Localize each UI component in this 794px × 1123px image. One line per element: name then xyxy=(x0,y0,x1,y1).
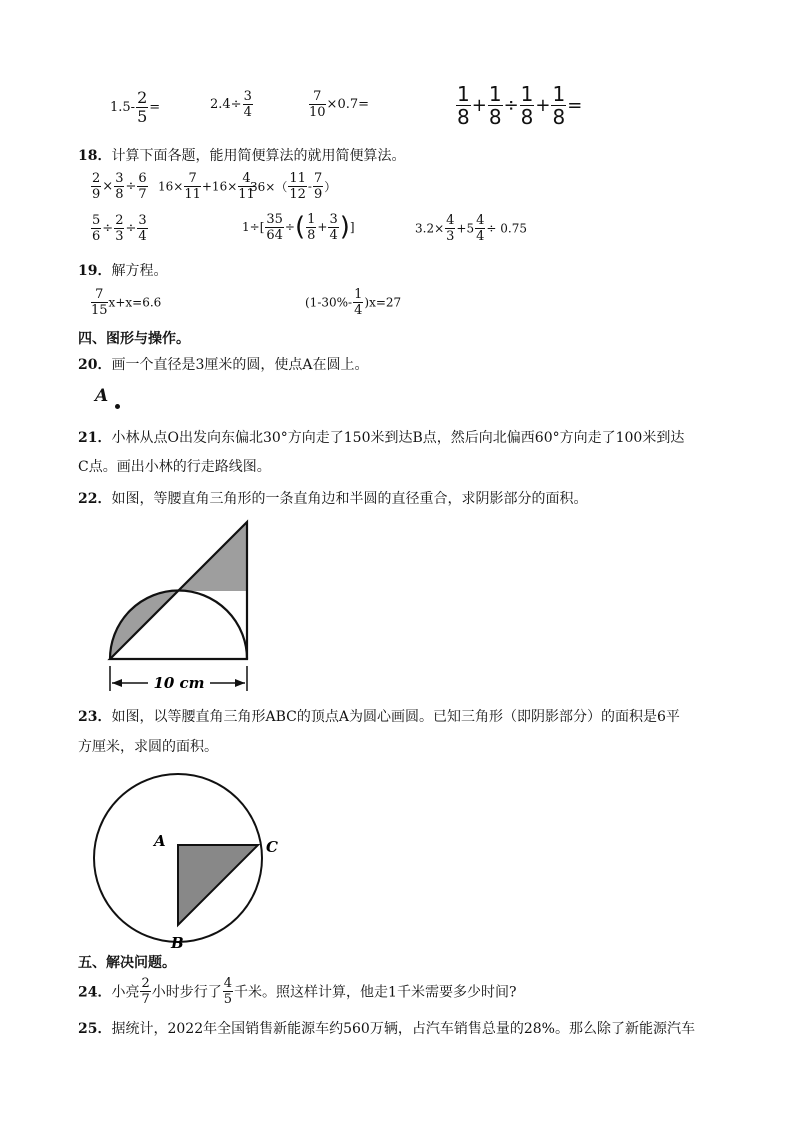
q17-expr-1: 1.5- $\frac{2}{5}$ = xyxy=(110,88,161,126)
q22-dimension-label: 10 cm xyxy=(153,674,205,692)
q21-line-1: 21．小林从点O出发向东偏北30°方向走了150米到达B点，然后向北偏西60°方向走了100米到达 xyxy=(78,430,685,446)
q19-equation-2: (1-30%- $\frac{1}{4}$ )x=27 xyxy=(305,287,402,318)
q19-prompt: 19．解方程。 xyxy=(78,263,168,279)
label-a: A xyxy=(154,832,166,850)
q21-line-2: C点。画出小林的行走路线图。 xyxy=(78,459,271,475)
q18-expr-6: 3.2× $\frac{4}{3}$ +5 $\frac{4}{4}$ ÷ 0.75 xyxy=(415,213,527,244)
q22-figure xyxy=(100,515,260,695)
q18-expr-2: 16× $\frac{7}{11}$ +16× $\frac{4}{11}$ xyxy=(158,171,255,202)
q17-expr-2: 2.4÷ $\frac{3}{4}$ xyxy=(210,89,252,120)
label-b: B xyxy=(171,934,184,952)
q18-expr-5: 1÷[ $\frac{35}{64}$ ÷( $\frac{1}{8}$ + $\frac{3}{4}$ )] xyxy=(242,211,355,243)
q18-expr-4: $\frac{5}{6}$ ÷ $\frac{2}{3}$ ÷ $\frac{3}{4}$ xyxy=(92,213,147,244)
q19-equation-1: $\frac{7}{15}$ x+x=6.6 xyxy=(91,287,162,318)
q23-line-2: 方厘米，求圆的面积。 xyxy=(78,739,218,755)
q24-prompt: 24．小亮 $\frac{2}{7}$ 小时步行了 $\frac{4}{5}$ 千米。照这样计算，他走1千米需要多少时间? xyxy=(78,976,517,1007)
section-4-title: 四、图形与操作。 xyxy=(78,331,190,347)
q22-prompt: 22．如图，等腰直角三角形的一条直角边和半圆的直径重合，求阴影部分的面积。 xyxy=(78,491,588,507)
q18-prompt: 18．计算下面各题，能用简便算法的就用简便算法。 xyxy=(78,148,406,164)
q18-expr-1: $\frac{2}{9}$ × $\frac{3}{8}$ ÷ $\frac{6}{7}$ xyxy=(92,171,147,202)
section-5-title: 五、解决问题。 xyxy=(78,955,176,971)
q20-prompt: 20．画一个直径是3厘米的圆，使点A在圆上。 xyxy=(78,357,369,373)
q17-expr-4: $\frac{1}{8}$ + $\frac{1}{8}$ ÷ $\frac{1}{8}$ + $\frac{1}{8}$ = xyxy=(457,82,583,129)
q23-line-1: 23．如图，以等腰直角三角形ABC的顶点A为圆心画圆。已知三角形（即阴影部分）的面积是6平 xyxy=(78,709,680,725)
q17-expr-3: $\frac{7}{10}$ ×0.7= xyxy=(309,89,370,120)
q18-expr-3: 36×（ $\frac{11}{12}$ - $\frac{7}{9}$ ） xyxy=(250,171,337,202)
point-a-dot xyxy=(115,404,120,409)
q23-shaded-triangle xyxy=(178,845,258,925)
label-c: C xyxy=(266,838,278,856)
point-a-label: A xyxy=(95,386,109,406)
q23-figure xyxy=(90,765,290,953)
q25-prompt: 25．据统计，2022年全国销售新能源车约560万辆，占汽车销售总量的28%。那么除了新能源汽车 xyxy=(78,1021,695,1037)
